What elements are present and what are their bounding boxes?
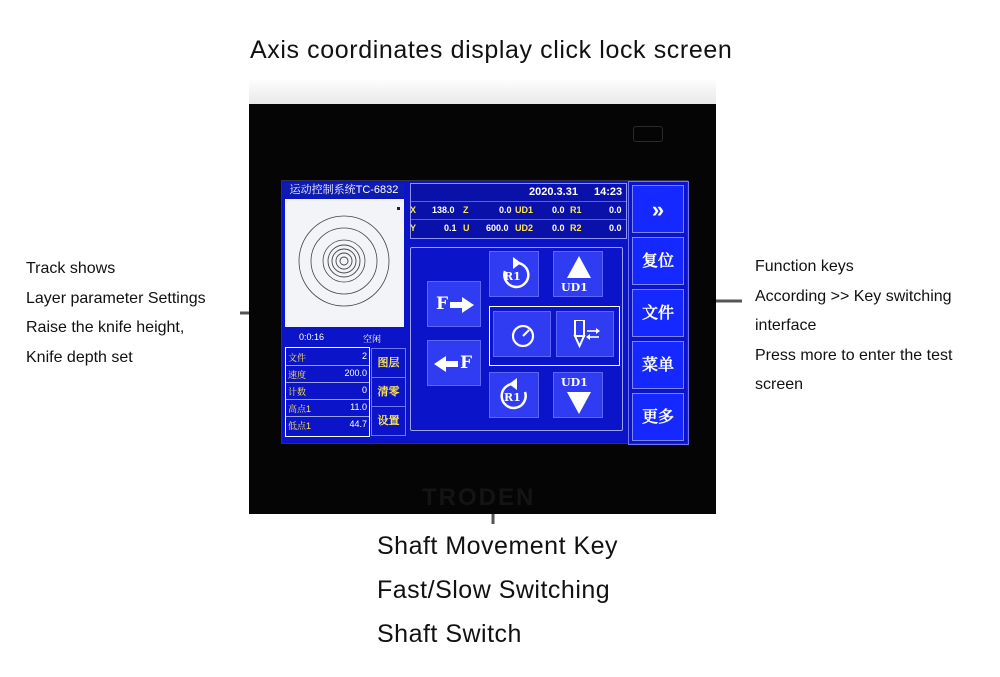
- r1-label: R1: [504, 391, 521, 404]
- param-value: 200.0: [344, 368, 367, 378]
- axis-label: Z: [463, 205, 469, 215]
- f-label: F: [436, 294, 449, 314]
- caption-shaft-movement: [377, 524, 618, 656]
- parameter-table: [285, 347, 370, 437]
- axis-value: 0.0: [499, 205, 512, 215]
- caption-line: Shaft Movement Key: [377, 532, 619, 560]
- f-label: F: [460, 353, 473, 373]
- layer-button[interactable]: 图层: [371, 348, 406, 378]
- axis-label: R1: [570, 205, 582, 215]
- f-back-button[interactable]: [427, 340, 481, 386]
- param-row: [286, 416, 369, 433]
- coord-row: [411, 201, 626, 219]
- r1-cw-button[interactable]: [489, 372, 539, 418]
- coord-row: [411, 219, 626, 237]
- axis-value: 0.0: [609, 205, 622, 215]
- axis-value: 0.1: [444, 223, 457, 233]
- ud1-down-button[interactable]: [553, 372, 603, 418]
- arrow-right-icon: [450, 297, 474, 313]
- caption-axis-coordinates: Axis coordinates display click lock screen: [250, 36, 733, 64]
- triangle-up-icon: [567, 256, 591, 278]
- caption-line: Press more to enter the test: [755, 346, 953, 364]
- device-notch: [633, 126, 663, 142]
- param-value: 11.0: [350, 402, 367, 412]
- shaft-switch-button[interactable]: [556, 311, 614, 357]
- status-row: [285, 331, 404, 345]
- param-label: 计数: [288, 387, 307, 397]
- settings-button[interactable]: 设置: [371, 406, 406, 436]
- speed-gauge-icon: [510, 322, 536, 348]
- controller-device: [249, 104, 716, 514]
- ud1-up-button[interactable]: [553, 251, 603, 297]
- track-rings-icon: [285, 199, 404, 327]
- ud1-label: UD1: [561, 281, 588, 294]
- caption-line: Raise the knife height,: [26, 319, 185, 336]
- track-display[interactable]: [285, 199, 404, 327]
- more-button[interactable]: 更多: [632, 393, 684, 441]
- device-top-edge: [249, 78, 716, 104]
- param-row: [286, 348, 369, 366]
- caption-line: Fast/Slow Switching: [377, 576, 611, 604]
- param-row: [286, 399, 369, 417]
- caption-line: Track shows: [26, 260, 116, 277]
- touch-screen: [281, 180, 688, 444]
- axis-value: 0.0: [609, 223, 622, 233]
- axis-value: 138.0: [432, 205, 455, 215]
- system-title: 运动控制系统TC-6832: [284, 183, 404, 197]
- reset-button[interactable]: 复位: [632, 237, 684, 285]
- caption-line: According >> Key switching: [755, 287, 952, 305]
- triangle-down-icon: [567, 392, 591, 414]
- caption-track-shows: [26, 254, 206, 372]
- date-time-row: [411, 184, 626, 200]
- param-row: [286, 382, 369, 400]
- caption-line: interface: [755, 317, 817, 334]
- r1-label: R1: [504, 270, 521, 283]
- axis-value: 0.0: [552, 223, 565, 233]
- axis-label: UD2: [515, 223, 534, 233]
- axis-label: X: [410, 205, 417, 215]
- fast-slow-switch-button[interactable]: [493, 311, 551, 357]
- menu-button[interactable]: 菜单: [632, 341, 684, 389]
- time: 14:23: [594, 186, 623, 198]
- axis-value: 600.0: [486, 223, 509, 233]
- param-value: 2: [361, 351, 367, 361]
- axis-label: U: [463, 223, 470, 233]
- caption-line: screen: [755, 376, 804, 393]
- param-row: [286, 365, 369, 383]
- caption-line: Knife depth set: [26, 348, 133, 366]
- axis-label: Y: [410, 223, 417, 233]
- axis-label: R2: [570, 223, 582, 233]
- axis-coordinates-panel[interactable]: [410, 183, 627, 239]
- position-marker: [397, 207, 400, 210]
- clear-button[interactable]: 清零: [371, 377, 406, 407]
- f-forward-button[interactable]: [427, 281, 481, 327]
- caption-function-keys: [755, 252, 952, 400]
- brand-logo: TRODEN: [422, 484, 536, 511]
- machine-state: 空闲: [363, 334, 382, 344]
- param-label: 文件: [288, 353, 307, 363]
- caption-line: Function keys: [755, 258, 854, 275]
- speed-switch-group: [489, 306, 620, 366]
- param-value: 0: [361, 385, 367, 395]
- param-label: 高点1: [288, 404, 312, 414]
- caption-line: Layer parameter Settings: [26, 289, 206, 307]
- caption-line: Shaft Switch: [377, 620, 522, 648]
- param-label: 速度: [288, 370, 307, 380]
- axis-value: 0.0: [552, 205, 565, 215]
- knife-switch-icon: [573, 320, 601, 350]
- switch-keys-button[interactable]: »: [632, 185, 684, 233]
- r1-ccw-button[interactable]: [489, 251, 539, 297]
- param-value: 44.7: [349, 419, 367, 429]
- axis-label: UD1: [515, 205, 534, 215]
- ud1-label: UD1: [561, 376, 588, 389]
- date: 2020.3.31: [529, 186, 578, 198]
- param-label: 低点1: [288, 421, 312, 431]
- arrow-left-icon: [434, 356, 458, 372]
- file-button[interactable]: 文件: [632, 289, 684, 337]
- shaft-movement-panel: [410, 247, 623, 431]
- elapsed-time: 0:0:16: [299, 332, 325, 342]
